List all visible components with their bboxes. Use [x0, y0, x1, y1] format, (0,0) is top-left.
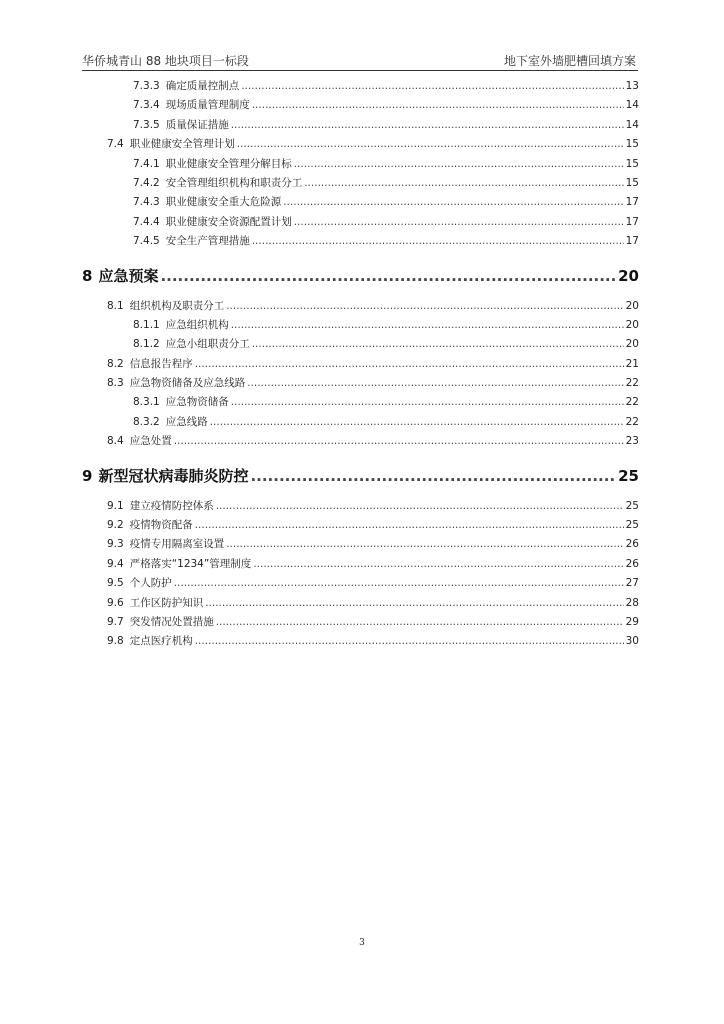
toc-entry-number: 9.1 [107, 499, 124, 512]
toc-entry-page: 25 [625, 519, 639, 532]
toc-entry-title: 职业健康安全资源配置计划 [165, 215, 292, 228]
toc-entry-page: 20 [625, 299, 639, 312]
toc-entry-label [107, 614, 214, 629]
toc-entry-row[interactable] [82, 136, 639, 155]
toc-entry-page: 22 [625, 415, 639, 428]
toc-dot-leader [241, 80, 623, 92]
toc-entry-label [133, 194, 281, 209]
toc-entry-label [107, 356, 193, 371]
header-document-title: 地下室外墙肥槽回填方案 [503, 54, 636, 68]
toc-entry-title: 个人防护 [129, 577, 172, 590]
toc-entry-row[interactable] [82, 194, 639, 213]
toc-spacer [82, 486, 639, 498]
toc-spacer [82, 253, 639, 265]
toc-entry-number: 7.4.5 [133, 235, 160, 248]
toc-entry-label [133, 156, 292, 171]
toc-entry-label [133, 414, 208, 429]
toc-dot-leader [237, 138, 624, 150]
toc-dot-leader [216, 616, 624, 628]
toc-dot-leader [205, 597, 623, 609]
toc-dot-leader [231, 319, 624, 331]
toc-entry-title: 信息报告程序 [129, 357, 193, 370]
toc-entry-title: 应急物资储备 [165, 396, 229, 409]
toc-entry-page: 30 [625, 635, 639, 648]
toc-entry-title: 新型冠状病毒肺炎防控 [98, 466, 249, 485]
toc-dot-leader [174, 577, 624, 589]
toc-dot-leader [247, 377, 623, 389]
toc-entry-title: 应急预案 [98, 266, 159, 285]
toc-entry-label [133, 336, 250, 351]
toc-entry-row[interactable] [82, 298, 639, 317]
toc-entry-label [107, 556, 251, 571]
toc-entry-row[interactable] [82, 556, 639, 575]
toc-entry-number: 9.2 [107, 519, 124, 532]
toc-spacer [82, 453, 639, 465]
page-number: 3 [359, 938, 365, 948]
toc-entry-page: 14 [625, 99, 639, 112]
toc-entry-label [133, 394, 229, 409]
toc-entry-number: 9.8 [107, 635, 124, 648]
toc-entry-row[interactable] [82, 614, 639, 633]
toc-dot-leader [231, 396, 624, 408]
toc-entry-page: 29 [625, 615, 639, 628]
toc-entry-row[interactable] [82, 317, 639, 336]
toc-entry-title: 现场质量管理制度 [165, 99, 250, 112]
toc-dot-leader [304, 177, 623, 189]
toc-entry-label [107, 298, 224, 313]
header-project-name: 华侨城青山 88 地块项目一标段 [82, 54, 249, 68]
toc-entry-title: 确定质量控制点 [165, 80, 240, 92]
toc-entry-page: 26 [625, 557, 639, 570]
toc-entry-title: 应急物资储备及应急线路 [129, 377, 246, 390]
toc-dot-leader [252, 99, 624, 111]
toc-entry-label [133, 175, 302, 190]
toc-entry-page: 25 [618, 466, 639, 485]
toc-entry-number: 9.5 [107, 577, 124, 590]
toc-chapter-row[interactable] [82, 265, 639, 286]
toc-entry-row[interactable] [82, 156, 639, 175]
toc-entry-number: 7.3.3 [133, 80, 160, 92]
toc-entry-title: 工作区防护知识 [129, 596, 204, 609]
toc-entry-title: 疫情专用隔离室设置 [129, 538, 225, 551]
toc-entry-title: 疫情物资配备 [129, 519, 193, 532]
toc-entry-page: 27 [625, 577, 639, 590]
toc-entry-row[interactable] [82, 517, 639, 536]
toc-entry-number: 8.1.2 [133, 338, 160, 351]
toc-entry-number: 8.1.1 [133, 318, 160, 331]
toc-entry-title: 定点医疗机构 [129, 635, 193, 648]
toc-entry-page: 20 [625, 318, 639, 331]
toc-entry-title: 应急处置 [129, 435, 172, 448]
toc-entry-title: 建立疫情防控体系 [129, 499, 214, 512]
toc-entry-number: 7.3.4 [133, 99, 160, 112]
toc-entry-row[interactable] [82, 633, 639, 652]
toc-entry-number: 9 [82, 466, 93, 485]
toc-entry-number: 7.4 [107, 138, 124, 151]
toc-entry-page: 17 [625, 215, 639, 228]
toc-entry-row[interactable] [82, 175, 639, 194]
toc-entry-page: 20 [625, 338, 639, 351]
toc-entry-label [133, 78, 239, 93]
toc-entry-title: 职业健康安全重大危险源 [165, 196, 282, 209]
toc-dot-leader [174, 435, 624, 447]
toc-entry-page: 21 [625, 357, 639, 370]
toc-entry-title: 应急组织机构 [165, 318, 229, 331]
toc-dot-leader [160, 267, 616, 285]
toc-entry-page: 15 [625, 157, 639, 170]
toc-entry-label [133, 97, 250, 112]
toc-entry-page: 15 [625, 176, 639, 189]
toc-entry-title: 职业健康安全管理计划 [129, 138, 235, 151]
toc-dot-leader [226, 538, 623, 550]
toc-dot-leader [226, 300, 623, 312]
toc-entry-number: 8.3.1 [133, 396, 160, 409]
toc-entry-number: 8.4 [107, 435, 124, 448]
toc-entry-page: 23 [625, 435, 639, 448]
toc-entry-row[interactable] [82, 233, 639, 252]
toc-entry-row[interactable] [82, 414, 639, 433]
toc-entry-label [107, 536, 224, 551]
toc-entry-title: 严格落实“1234”管理制度 [129, 557, 252, 570]
toc-entry-row[interactable] [82, 117, 639, 136]
toc-entry-label [107, 375, 245, 390]
toc-entry-number: 7.3.5 [133, 118, 160, 131]
toc-dot-leader [252, 338, 624, 350]
toc-entry-title: 质量保证措施 [165, 118, 229, 131]
toc-entry-number: 7.4.2 [133, 176, 160, 189]
toc-dot-leader [294, 158, 624, 170]
toc-dot-leader [250, 467, 616, 485]
toc-entry-label [107, 595, 203, 610]
toc-entry-title: 安全管理组织机构和职责分工 [165, 176, 303, 189]
toc-entry-row[interactable] [82, 356, 639, 375]
toc-entry-page: 14 [625, 118, 639, 131]
toc-entry-number: 9.6 [107, 596, 124, 609]
toc-entry-row[interactable] [82, 214, 639, 233]
toc-entry-number: 8.2 [107, 357, 124, 370]
toc-entry-label [133, 233, 250, 248]
toc-entry-label [82, 265, 158, 286]
toc-entry-page: 26 [625, 538, 639, 551]
toc-entry-number: 8.3.2 [133, 415, 160, 428]
toc-entry-number: 9.4 [107, 557, 124, 570]
toc-entry-number: 7.4.3 [133, 196, 160, 209]
toc-dot-leader [252, 235, 624, 247]
toc-entry-row[interactable] [82, 498, 639, 517]
toc-entry-label [107, 633, 193, 648]
toc-entry-number: 9.3 [107, 538, 124, 551]
toc-entry-row[interactable] [82, 394, 639, 413]
toc-entry-page: 20 [618, 266, 639, 285]
toc-entry-page: 25 [625, 499, 639, 512]
toc-entry-row[interactable] [82, 575, 639, 594]
toc-entry-title: 应急线路 [165, 415, 208, 428]
toc-entry-title: 突发情况处置措施 [129, 615, 214, 628]
toc-entry-label [107, 433, 172, 448]
toc-chapter-row[interactable] [82, 465, 639, 486]
toc-entry-row[interactable] [82, 433, 639, 452]
toc-entry-row[interactable] [82, 97, 639, 116]
toc-entry-label [82, 465, 248, 486]
toc-dot-leader [216, 500, 624, 512]
toc-entry-title: 应急小组职责分工 [165, 338, 250, 351]
toc-entry-label [133, 317, 229, 332]
toc-dot-leader [253, 558, 623, 570]
toc-entry-label [107, 498, 214, 513]
toc-dot-leader [195, 358, 624, 370]
toc-entry-number: 7.4.4 [133, 215, 160, 228]
toc-entry-number: 8.1 [107, 299, 124, 312]
toc-entry-number: 9.7 [107, 615, 124, 628]
page-header [82, 50, 638, 71]
toc-entry-page: 28 [625, 596, 639, 609]
toc-entry-label [107, 517, 193, 532]
toc-dot-leader [231, 119, 624, 131]
toc-entry-number: 7.4.1 [133, 157, 160, 170]
toc-entry-title: 安全生产管理措施 [165, 235, 250, 248]
toc-dot-leader [294, 216, 624, 228]
toc-entry-label [133, 117, 229, 132]
toc-entry-number: 8 [82, 266, 93, 285]
toc-dot-leader [195, 519, 624, 531]
toc-entry-page: 17 [625, 235, 639, 248]
toc-dot-leader [283, 196, 623, 208]
toc-spacer [82, 286, 639, 298]
toc-entry-page: 22 [625, 377, 639, 390]
toc-entry-label [107, 575, 172, 590]
toc-entry-number: 8.3 [107, 377, 124, 390]
toc-entry-page: 17 [625, 196, 639, 209]
toc-entry-row[interactable] [82, 536, 639, 555]
toc-entry-row[interactable] [82, 595, 639, 614]
toc-entry-row[interactable] [82, 336, 639, 355]
toc-entry-label [133, 214, 292, 229]
toc-entry-title: 组织机构及职责分工 [129, 299, 225, 312]
toc-entry-row[interactable] [82, 78, 639, 97]
toc-dot-leader [195, 635, 624, 647]
toc-entry-page: 22 [625, 396, 639, 409]
table-of-contents [82, 78, 639, 653]
toc-entry-row[interactable] [82, 375, 639, 394]
toc-entry-title: 职业健康安全管理分解目标 [165, 157, 292, 170]
toc-entry-page: 13 [625, 80, 639, 92]
toc-dot-leader [210, 416, 624, 428]
toc-entry-label [107, 136, 235, 151]
toc-entry-page: 15 [625, 138, 639, 151]
